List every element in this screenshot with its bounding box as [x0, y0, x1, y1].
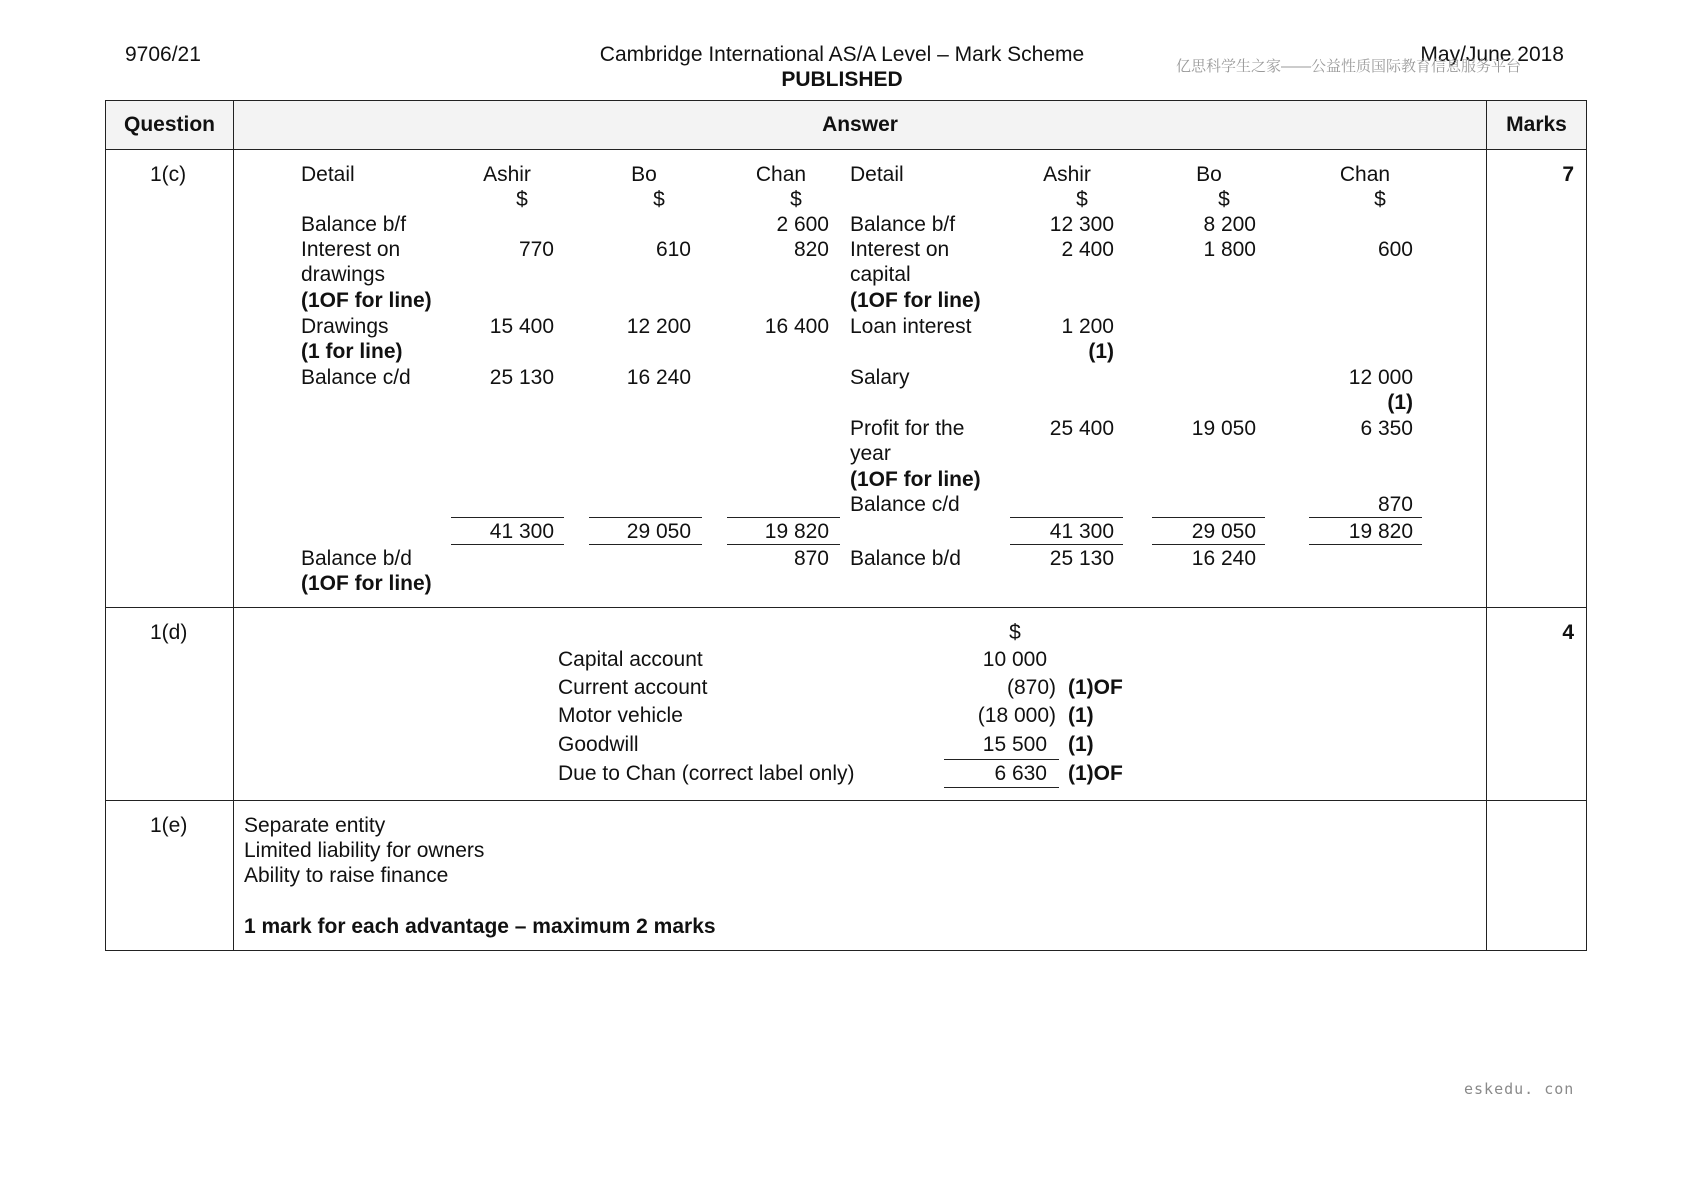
bo-amount: 16 240: [1191, 547, 1256, 570]
ledger-label: Interest on: [850, 238, 950, 261]
header-marks: Marks: [1506, 113, 1567, 136]
ledger-label: Drawings: [301, 315, 389, 338]
table-top-border: [105, 100, 1587, 101]
ledger-label: Profit for the: [850, 417, 965, 440]
table-right-border: [1586, 100, 1587, 951]
chan-amount: 600: [1377, 238, 1413, 261]
bo-header: Bo: [1196, 163, 1222, 186]
bo-total: 29 050: [1191, 520, 1256, 543]
table-bottom-border: [105, 950, 1587, 951]
total-rule: [944, 759, 1059, 760]
mark-allocation: (1 for line): [301, 340, 403, 363]
mark-allocation: (1)OF: [1068, 762, 1123, 785]
exam-session: May/June 2018: [1420, 43, 1564, 66]
statement-amount: (870): [1006, 676, 1056, 699]
answer-point: Separate entity: [244, 814, 386, 837]
chan-amount: 870: [793, 547, 829, 570]
bo-amount: 1 800: [1203, 238, 1256, 261]
ashir-amount: 25 130: [489, 366, 554, 389]
total-rule: [1152, 517, 1265, 518]
marking-note: 1 mark for each advantage – maximum 2 marks: [244, 915, 716, 938]
total-rule: [1152, 544, 1265, 545]
ashir-amount: 25 130: [1049, 547, 1114, 570]
question-number: 1(e): [150, 814, 188, 837]
bo-amount: 610: [655, 238, 691, 261]
ashir-total: 41 300: [489, 520, 554, 543]
marks-value: 4: [1562, 621, 1574, 644]
chan-amount: 16 400: [764, 315, 829, 338]
published-label: PUBLISHED: [781, 68, 903, 91]
mark-allocation: (1OF for line): [850, 289, 981, 312]
total-rule: [1010, 517, 1123, 518]
table-left-border: [105, 100, 106, 951]
ledger-label: Balance b/f: [301, 213, 407, 236]
footer-watermark: eskedu. con: [1464, 1080, 1575, 1098]
header-question: Question: [123, 113, 215, 136]
ledger-label: Balance c/d: [850, 493, 960, 516]
answer-point: Ability to raise finance: [244, 864, 449, 887]
ledger-label: Interest on: [301, 238, 401, 261]
chan-amount: 12 000: [1348, 366, 1413, 389]
ledger-label: Balance b/d: [850, 547, 961, 570]
statement-label: Goodwill: [558, 733, 639, 756]
statement-amount: 6 630: [994, 762, 1047, 785]
statement-amount: (18 000): [977, 704, 1056, 727]
chan-amount: 870: [1377, 493, 1413, 516]
chan-amount: 6 350: [1360, 417, 1413, 440]
chan-amount: 2 600: [776, 213, 829, 236]
chan-total: 19 820: [1348, 520, 1413, 543]
mark-allocation: (1): [1088, 340, 1114, 363]
total-rule: [451, 517, 564, 518]
ledger-label: year: [850, 442, 891, 465]
statement-label: Due to Chan (correct label only): [558, 762, 855, 785]
column-divider: [233, 100, 234, 951]
document-title: Cambridge International AS/A Level – Mark Scheme: [599, 43, 1085, 66]
total-rule: [589, 544, 702, 545]
ashir-amount: 25 400: [1049, 417, 1114, 440]
chan-header: Chan: [1339, 163, 1391, 186]
ledger-label: Balance b/d: [301, 547, 412, 570]
mark-allocation: (1): [1068, 704, 1094, 727]
statement-amount: 15 500: [982, 733, 1047, 756]
total-rule: [451, 544, 564, 545]
ledger-label: Balance b/f: [850, 213, 956, 236]
chan-amount: 820: [793, 238, 829, 261]
ledger-label: capital: [850, 263, 911, 286]
detail-header: Detail: [301, 163, 355, 186]
total-rule: [944, 787, 1059, 788]
column-divider: [1486, 100, 1487, 951]
question-number: 1(d): [150, 621, 188, 644]
ashir-total: 41 300: [1049, 520, 1114, 543]
total-rule: [1010, 544, 1123, 545]
header-answer: Answer: [822, 113, 898, 136]
currency-symbol: $: [1218, 188, 1230, 211]
ledger-label: drawings: [301, 263, 386, 286]
ashir-amount: 2 400: [1061, 238, 1114, 261]
currency-symbol: $: [1076, 188, 1088, 211]
bo-amount: 12 200: [626, 315, 691, 338]
total-rule: [1309, 517, 1422, 518]
marks-value: 7: [1562, 163, 1574, 186]
total-rule: [589, 517, 702, 518]
mark-allocation: (1OF for line): [850, 468, 981, 491]
header-divider: [105, 149, 1587, 150]
mark-allocation: (1OF for line): [301, 572, 432, 595]
mark-allocation: (1)OF: [1068, 676, 1123, 699]
mark-allocation: (1): [1068, 733, 1094, 756]
header-watermark: 亿思科学生之家——公益性质国际教育信息服务平台: [1176, 58, 1522, 75]
currency-symbol: $: [790, 188, 802, 211]
total-rule: [1309, 544, 1422, 545]
ledger-label: Balance c/d: [301, 366, 411, 389]
currency-symbol: $: [516, 188, 528, 211]
ashir-amount: 15 400: [489, 315, 554, 338]
ashir-header: Ashir: [1043, 163, 1091, 186]
total-rule: [727, 517, 840, 518]
ledger-label: Salary: [850, 366, 910, 389]
answer-point: Limited liability for owners: [244, 839, 485, 862]
paper-code: 9706/21: [125, 43, 201, 66]
bo-header: Bo: [631, 163, 657, 186]
ledger-label: Loan interest: [850, 315, 972, 338]
currency-symbol: $: [1009, 621, 1021, 644]
ashir-amount: 1 200: [1061, 315, 1114, 338]
row-divider: [105, 607, 1587, 608]
statement-label: Motor vehicle: [558, 704, 683, 727]
bo-amount: 8 200: [1203, 213, 1256, 236]
ashir-amount: 770: [518, 238, 554, 261]
currency-symbol: $: [1374, 188, 1386, 211]
currency-symbol: $: [653, 188, 665, 211]
detail-header: Detail: [850, 163, 904, 186]
bo-amount: 16 240: [626, 366, 691, 389]
total-rule: [727, 544, 840, 545]
ashir-header: Ashir: [483, 163, 531, 186]
row-divider: [105, 800, 1587, 801]
ashir-amount: 12 300: [1049, 213, 1114, 236]
bo-amount: 19 050: [1191, 417, 1256, 440]
question-number: 1(c): [150, 163, 187, 186]
statement-label: Capital account: [558, 648, 703, 671]
statement-amount: 10 000: [982, 648, 1047, 671]
chan-total: 19 820: [764, 520, 829, 543]
statement-label: Current account: [558, 676, 708, 699]
mark-allocation: (1OF for line): [301, 289, 432, 312]
mark-allocation: (1): [1387, 391, 1413, 414]
chan-header: Chan: [755, 163, 807, 186]
bo-total: 29 050: [626, 520, 691, 543]
